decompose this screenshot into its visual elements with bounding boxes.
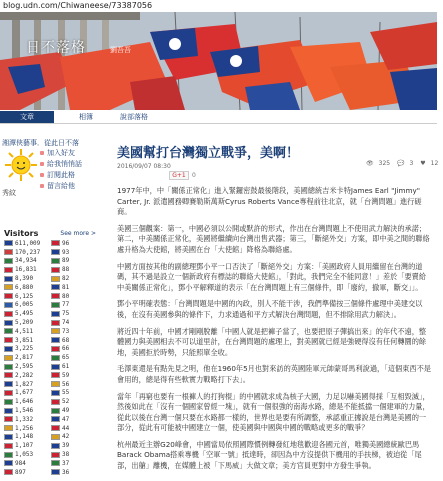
tab-articles[interactable]: 文章 [0, 111, 54, 123]
visitor-row [4, 450, 49, 459]
country-flag-icon [4, 284, 13, 290]
country-flag-icon [4, 434, 13, 440]
visitor-count: 73 [62, 327, 70, 335]
country-flag-icon [51, 311, 60, 317]
visitor-row [4, 239, 49, 248]
visitor-row [51, 265, 96, 274]
visitor-row [4, 415, 49, 424]
country-flag-icon [4, 416, 13, 422]
country-flag-icon [4, 267, 13, 273]
post-paragraph: 當年「再窮也要有一根褲人的打狗棍」的中國就求成為核子大國，力足以嚇美國得採「互相毀滅」，然後如此在「沒有一個國家曾經一塊」，就有一個很強的南海水路，總是不能抵擋一個建軍的力量，從此以後在台灣一個只要在水路都一樣的，世界也是要有所調整，承認重正據說是台灣是美國的一部分，從此有可能被中國建立一個，使美國與中國與中國的戰略或更多的戰爭？ [117, 391, 430, 433]
visitor-row [4, 468, 49, 477]
visitors-col-right [51, 239, 96, 477]
tab-about[interactable]: 說部落格 [120, 113, 148, 121]
visitor-count: 65 [62, 354, 70, 362]
country-flag-icon [4, 364, 13, 370]
views-icon: 👁 [366, 160, 374, 167]
country-flag-icon [4, 452, 13, 458]
visitor-count: 49 [62, 407, 70, 415]
visitor-count: 81 [62, 283, 70, 291]
visitor-count: 1,646 [15, 398, 34, 406]
visitor-row [4, 424, 49, 433]
subscribe-link[interactable]: 訂閱此格 [40, 170, 82, 181]
visitor-count: 6,125 [15, 292, 34, 300]
country-flag-icon [51, 302, 60, 308]
country-flag-icon [51, 452, 60, 458]
sidebar-tagline: 湘潭俠藝事．從此日不落 [2, 139, 79, 147]
country-flag-icon [51, 284, 60, 290]
visitor-row [4, 292, 49, 301]
visitor-count: 170,237 [15, 248, 41, 256]
visitor-count: 47 [62, 415, 70, 423]
visitor-row [4, 345, 49, 354]
country-flag-icon [4, 302, 13, 308]
post-paragraph: 杭州最近主辦G20峰會，中國當局依照國際慣例轉發紅地毯歡迎各國元首，唯獨美國總統歐巴馬Barack Obama搭乘專機「空軍一號」抵達時，卻因為中方沒提供下機用的手扶梯，被迫從「尾部，出艙」離機，在媒體上被「下馬威」大做文章；美方官員更對中方發生爭執。 [117, 439, 422, 471]
country-flag-icon [51, 346, 60, 352]
visitor-count: 1,677 [15, 389, 34, 397]
post-body [117, 186, 433, 478]
visitor-row [4, 318, 49, 327]
country-flag-icon [51, 425, 60, 431]
country-flag-icon [51, 293, 60, 299]
visitor-count: 61 [62, 363, 70, 371]
tab-album[interactable]: 相簿 [79, 113, 93, 121]
visitor-count: 6,880 [15, 283, 34, 291]
visitor-count: 88 [62, 266, 70, 274]
visitor-count: 1,107 [15, 442, 34, 450]
country-flag-icon [4, 293, 13, 299]
visitor-row [51, 336, 96, 345]
visitor-count: 897 [15, 468, 26, 476]
country-flag-icon [4, 372, 13, 378]
blog-title[interactable]: 日不落格 [26, 40, 86, 56]
visitor-count: 6,005 [15, 301, 34, 309]
country-flag-icon [51, 320, 60, 326]
visitor-row [51, 248, 96, 257]
country-flag-icon [4, 258, 13, 264]
visitor-count: 96 [62, 239, 70, 247]
visitor-row [51, 318, 96, 327]
visitor-row [51, 459, 96, 468]
country-flag-icon [51, 276, 60, 282]
country-flag-icon [4, 311, 13, 317]
nav-tabs [0, 110, 437, 124]
visitors-see-more-link[interactable]: See more > [60, 230, 96, 237]
visitor-row [51, 433, 96, 442]
visitor-count: 16,831 [15, 266, 37, 274]
visitor-count: 1,148 [15, 433, 34, 441]
country-flag-icon [51, 355, 60, 361]
visitor-row [51, 441, 96, 450]
visitor-row [51, 345, 96, 354]
country-flag-icon [4, 276, 13, 282]
visitors-heading: Visitors [4, 229, 39, 238]
visitor-count: 82 [62, 275, 70, 283]
country-flag-icon [51, 328, 60, 334]
country-flag-icon [4, 390, 13, 396]
post-paragraph: 將近四十年前，中國才剛剛脫離「中國人就是把褲子當了，也要把原子彈搞出來」的年代不遠，整體國力與美國相去不可以道里計，在台灣問題的處理上，對美國就已經是強硬得沒有任何轉圜的餘地，美國拒於時勢，只能照單全收。 [117, 326, 427, 357]
blog-banner [0, 12, 437, 110]
country-flag-icon [4, 381, 13, 387]
visitor-row [4, 406, 49, 415]
visitor-row [4, 397, 49, 406]
visitor-count: 74 [62, 319, 70, 327]
visitor-row [4, 301, 49, 310]
visitor-count: 5,209 [15, 319, 34, 327]
visitor-row [51, 468, 96, 477]
visitor-row [51, 292, 96, 301]
visitor-row [4, 459, 49, 468]
post-stats [366, 160, 443, 167]
visitor-row [51, 309, 96, 318]
visitors-title [4, 229, 96, 239]
visitor-count: 39 [62, 442, 70, 450]
visitor-row [51, 397, 96, 406]
visitor-count: 2,595 [15, 363, 34, 371]
visitor-count: 4,511 [15, 327, 34, 335]
visitor-count: 56 [62, 380, 70, 388]
visitor-row [4, 327, 49, 336]
view-count: 325 [378, 160, 391, 167]
country-flag-icon [51, 364, 60, 370]
visitor-count: 984 [15, 459, 26, 467]
country-flag-icon [4, 443, 13, 449]
country-flag-icon [51, 381, 60, 387]
country-flag-icon [4, 320, 13, 326]
visitor-row [4, 283, 49, 292]
visitor-row [4, 265, 49, 274]
visitor-count: 36 [62, 468, 70, 476]
country-flag-icon [51, 337, 60, 343]
visitors-grid [4, 239, 96, 477]
visitor-row [51, 424, 96, 433]
post-paragraph: 1977年中，中「關係正常化」進入緊鑼密鼓最後階段，美國總統吉米卡特James Earl "Jimmy" Carter, Jr. 派遣國務卿賽勒斯萬斯Cyrus Roberts Vance專程前往北京，就「台灣問題」進行磋商。 [117, 186, 422, 217]
visitor-row [51, 406, 96, 415]
visitor-row [51, 283, 96, 292]
country-flag-icon [4, 469, 13, 475]
visitor-count: 1,256 [15, 424, 34, 432]
post-paragraph: 中國方面按其他的副總理鄧小平一口否決了「斷絕外交」方案：「美國政府人員用繼留在台灣的道碼，其不過是設立一個新政府有標誌的聯絡大使館」，「對此，我們完全不能同意！」差於「要賣給中美關係正常化」，鄧小平解釋道的表示「在台灣問題上有三個條件，即「廢約，撤軍，斷交」」。 [117, 261, 427, 292]
visitor-count: 2,282 [15, 371, 34, 379]
visitor-count: 59 [62, 371, 70, 379]
visitors-col-left [4, 239, 49, 477]
visitor-row [51, 301, 96, 310]
visitor-row [51, 362, 96, 371]
country-flag-icon [4, 399, 13, 405]
visitor-count: 68 [62, 336, 70, 344]
country-flag-icon [51, 372, 60, 378]
like-icon: ♥ [420, 160, 426, 167]
banner-flags-image [0, 12, 437, 110]
country-flag-icon [51, 443, 60, 449]
visitor-row [4, 248, 49, 257]
address-bar[interactable] [0, 0, 437, 12]
visitors-widget [4, 229, 96, 481]
sidebar-menu [40, 148, 82, 192]
country-flag-icon [4, 425, 13, 431]
country-flag-icon [51, 434, 60, 440]
country-flag-icon [51, 408, 60, 414]
like-count: 12 [430, 160, 439, 167]
visitor-row [4, 336, 49, 345]
visitor-row [4, 441, 49, 450]
visitor-count: 3,225 [15, 345, 34, 353]
post-paragraph: 毛澤東還是有點先見之明，他在1960年5月也對來訪的英國陸軍元帥蒙哥馬利說過，「這個東西不是會用的，總是得有些軟實力戰略打下去」。 [117, 364, 431, 384]
visitor-row [4, 309, 49, 318]
visitor-count: 5,495 [15, 310, 34, 318]
sidebar-author: 秀紋 [2, 189, 16, 197]
leave-message-link[interactable]: 留言給他 [40, 181, 82, 192]
country-flag-icon [4, 328, 13, 334]
country-flag-icon [4, 240, 13, 246]
main-content [110, 124, 437, 480]
private-message-link[interactable]: 給我悄悄話 [40, 159, 82, 170]
visitor-row [51, 239, 96, 248]
visitor-row [51, 353, 96, 362]
visitor-count: 1,827 [15, 380, 34, 388]
comment-icon: 💬 [397, 160, 405, 167]
comment-count: 3 [409, 160, 414, 167]
gplus-count: 0 [192, 172, 196, 179]
visitor-count: 611,009 [15, 239, 41, 247]
visitor-count: 89 [62, 257, 70, 265]
visitor-count: 80 [62, 292, 70, 300]
country-flag-icon [51, 460, 60, 466]
country-flag-icon [4, 408, 13, 414]
post-date: 2016/09/07 08:30 [117, 163, 171, 170]
author-name[interactable]: 劉吾吾 [110, 46, 131, 54]
visitor-count: 2,817 [15, 354, 34, 362]
country-flag-icon [51, 469, 60, 475]
visitor-row [4, 433, 49, 442]
visitor-row [4, 389, 49, 398]
visitor-count: 42 [62, 433, 70, 441]
post-paragraph: 鄧小平明確表態：「台灣問題是中國的內政，別人不能干涉，我們準備按三個條件處理中美建交以後，在沒有美國參與的條件下，力求通過和平方式解決台灣問題，但不排除用武力解決」。 [117, 299, 423, 319]
visitor-row [51, 415, 96, 424]
visitor-row [51, 371, 96, 380]
visitor-row [51, 389, 96, 398]
visitor-row [4, 380, 49, 389]
visitor-row [4, 362, 49, 371]
post-title[interactable]: 美國幫打台灣獨立戰爭，美啊！ [117, 146, 300, 161]
visitor-count: 3,851 [15, 336, 34, 344]
country-flag-icon [51, 249, 60, 255]
visitor-count: 34,934 [15, 257, 37, 265]
visitor-row [4, 353, 49, 362]
visitor-count: 66 [62, 345, 70, 353]
country-flag-icon [4, 249, 13, 255]
visitor-count: 75 [62, 310, 70, 318]
country-flag-icon [51, 416, 60, 422]
visitor-row [51, 257, 96, 266]
visitor-count: 1,546 [15, 407, 34, 415]
visitor-row [51, 327, 96, 336]
country-flag-icon [51, 390, 60, 396]
visitor-row [51, 450, 96, 459]
visitor-count: 8,390 [15, 275, 34, 283]
gplus-button[interactable]: G+1 [169, 171, 189, 180]
country-flag-icon [51, 267, 60, 273]
country-flag-icon [4, 355, 13, 361]
add-friend-link[interactable]: 加入好友 [40, 148, 82, 159]
visitor-count: 37 [62, 459, 70, 467]
visitor-count: 1,053 [15, 451, 34, 459]
post-paragraph: 美國三個觀案：第一，中國必須以公開或默許的形式，作出在台灣問題上不使用武力解決的承諾；第二，中美關係正常化，美國將繼續向台灣出售武器；第三，「斷絕外交」方案，即中美之間的聯絡處升格為大使館，將美國在台「大使館」降格為聯絡處。 [117, 223, 430, 254]
visitor-count: 44 [62, 424, 70, 432]
visitor-row [51, 274, 96, 283]
country-flag-icon [51, 240, 60, 246]
visitor-row [4, 257, 49, 266]
visitor-count: 55 [62, 389, 70, 397]
visitor-row [51, 380, 96, 389]
country-flag-icon [51, 399, 60, 405]
visitor-count: 77 [62, 301, 70, 309]
visitor-count: 52 [62, 398, 70, 406]
country-flag-icon [4, 460, 13, 466]
visitor-row [4, 274, 49, 283]
visitor-count: 93 [62, 248, 70, 256]
url-text: blog.udn.com/Chiwaneese/73387056 [3, 1, 153, 10]
sidebar [0, 124, 104, 480]
country-flag-icon [4, 337, 13, 343]
country-flag-icon [51, 258, 60, 264]
sun-avatar-icon [4, 148, 38, 182]
visitor-count: 1,332 [15, 415, 34, 423]
country-flag-icon [4, 346, 13, 352]
visitor-count: 38 [62, 451, 70, 459]
visitor-row [4, 371, 49, 380]
